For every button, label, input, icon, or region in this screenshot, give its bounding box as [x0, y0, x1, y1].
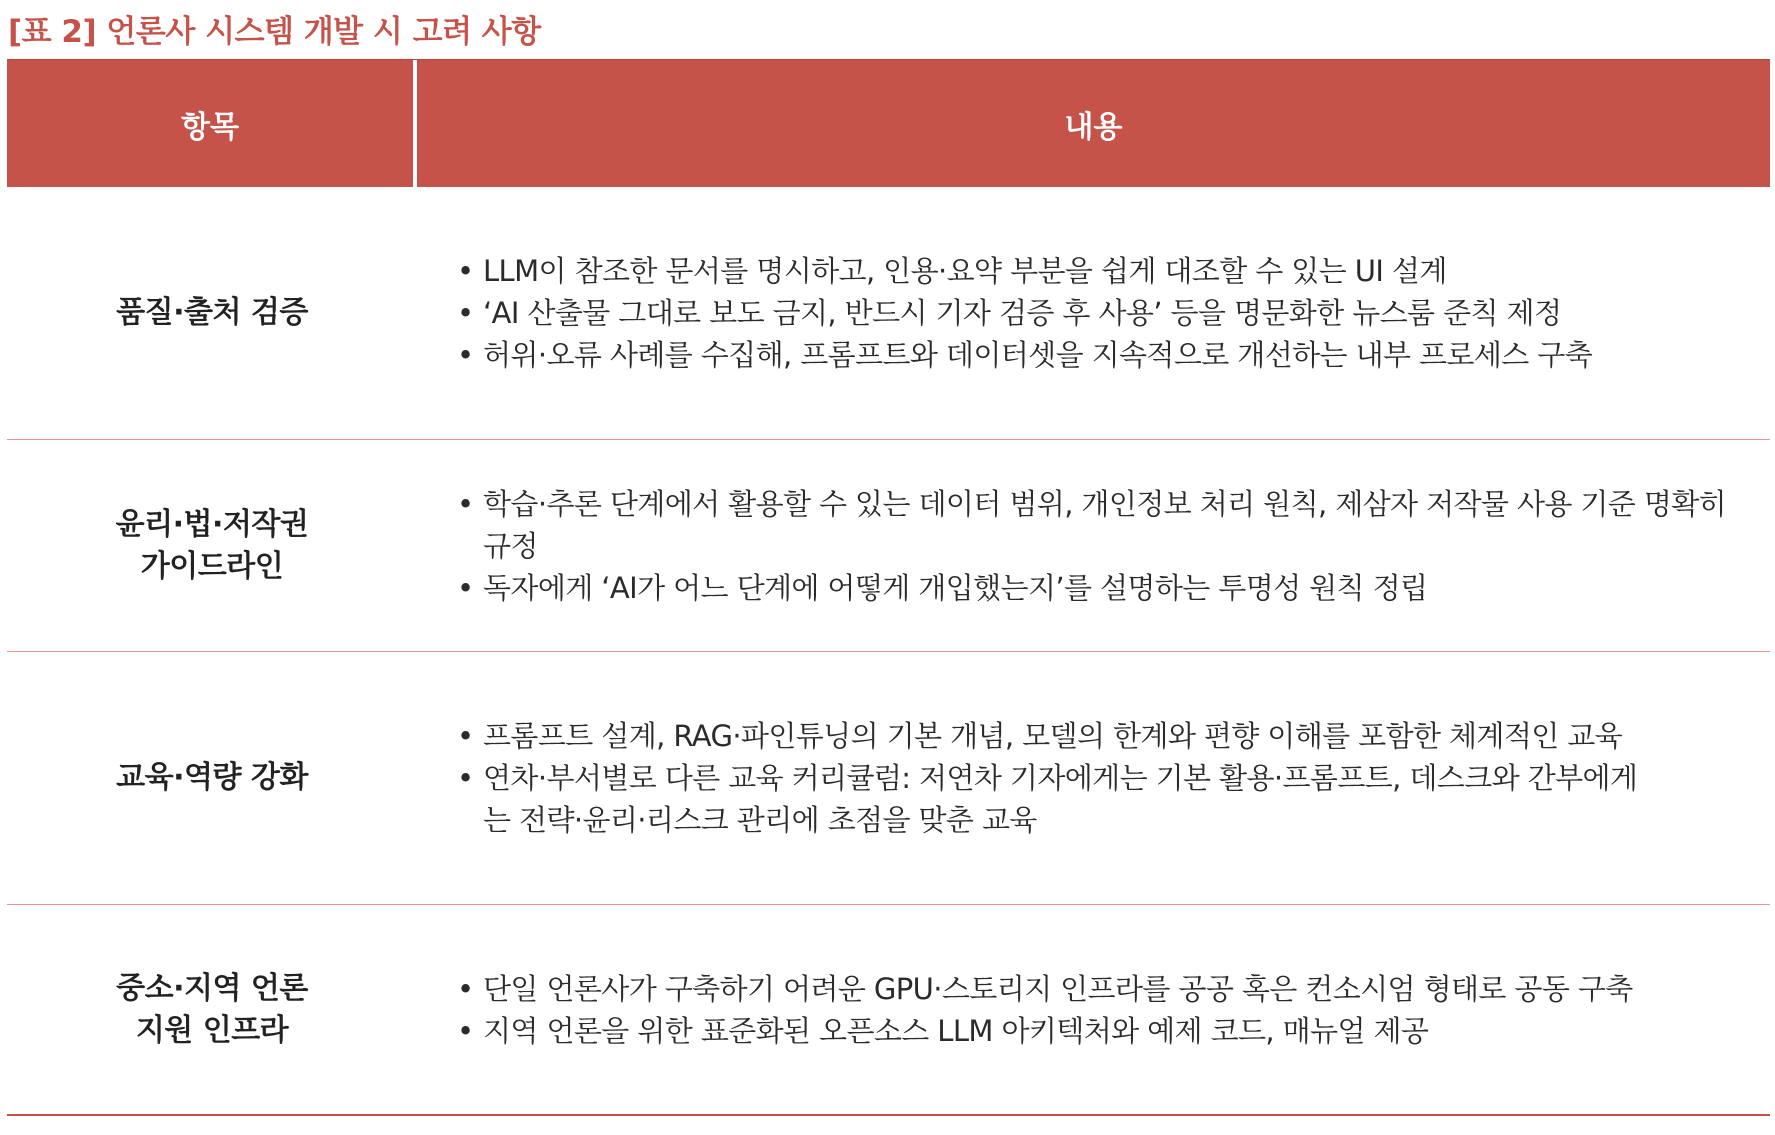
table-row: [7, 905, 1770, 1116]
bullet-item: [457, 715, 1770, 757]
row-content: [417, 440, 1770, 651]
bullet-dot: •: [457, 296, 474, 330]
bullet-item: [457, 757, 1770, 841]
bullet-item: [457, 483, 1770, 567]
row-item-line: 품질·출처 검증: [116, 295, 308, 330]
bullet-text: 독자에게 ‘AI가 어느 단계에 어떻게 개입했는지’를 설명하는 투명성 원칙 정립: [483, 570, 1428, 605]
bullet-dot: •: [457, 761, 474, 795]
bullet-item: [457, 250, 1770, 292]
bullet-text: 학습·추론 단계에서 활용할 수 있는 데이터 범위, 개인정보 처리 원칙, 제삼자 저작물 사용 기준 명확히 규정: [483, 486, 1727, 563]
bullet-dot: •: [457, 486, 474, 521]
row-item-line: 교육·역량 강화: [116, 760, 308, 795]
row-item-line: 윤리·법·저작권: [115, 506, 309, 542]
bullet-item: [457, 334, 1770, 376]
bullet-text: 허위·오류 사례를 수집해, 프롬프트와 데이터셋을 지속적으로 개선하는 내부 프로세스 구축: [483, 338, 1593, 372]
bullet-text: ‘AI 산출물 그대로 보도 금지, 반드시 기자 검증 후 사용’ 등을 명문화한 뉴스룸 준칙 제정: [483, 296, 1562, 330]
table-row: [7, 652, 1770, 905]
row-item: [7, 905, 417, 1114]
table-caption: [표 2] 언론사 시스템 개발 시 고려 사항: [8, 14, 541, 50]
row-item: [7, 187, 417, 439]
row-content: [417, 187, 1770, 439]
row-item-line: 가이드라인: [140, 548, 284, 584]
row-item-line: 중소·지역 언론: [116, 970, 308, 1006]
bullet-dot: •: [457, 338, 474, 372]
header-content: 내용: [1064, 109, 1123, 145]
bullet-text: 단일 언론사가 구축하기 어려운 GPU·스토리지 인프라를 공공 혹은 컨소시엄 형태로 공동 구축: [483, 971, 1633, 1006]
table-row: [7, 187, 1770, 440]
bullet-item: [457, 567, 1770, 609]
bullet-dot: •: [457, 570, 474, 605]
row-item-line: 지원 인프라: [135, 1012, 289, 1048]
bullet-dot: •: [457, 719, 474, 753]
bullet-dot: •: [457, 971, 474, 1006]
bullet-item: [457, 968, 1770, 1010]
bullet-text: LLM이 참조한 문서를 명시하고, 인용·요약 부분을 쉽게 대조할 수 있는 UI 설계: [483, 254, 1447, 288]
bullet-text: 연차·부서별로 다른 교육 커리큘럼: 저연차 기자에게는 기본 활용·프롬프트, 데스크와 간부에게는 전략·윤리·리스크 관리에 초점을 맞춘 교육: [483, 761, 1638, 837]
row-content: [417, 905, 1770, 1114]
table-row: [7, 440, 1770, 652]
bullet-text: 지역 언론을 위한 표준화된 오픈소스 LLM 아키텍처와 예제 코드, 매뉴얼 제공: [483, 1013, 1429, 1048]
row-item: [7, 440, 417, 651]
header-item: 항목: [7, 60, 417, 187]
bullet-item: [457, 292, 1770, 334]
row-content: [417, 652, 1770, 904]
bullet-dot: •: [457, 1013, 474, 1048]
row-item: [7, 652, 417, 904]
bullet-text: 프롬프트 설계, RAG·파인튜닝의 기본 개념, 모델의 한계와 편향 이해를 포함한 체계적인 교육: [483, 719, 1623, 753]
considerations-table: [7, 59, 1770, 1116]
bullet-item: [457, 1010, 1770, 1052]
table-header: [7, 59, 1770, 187]
bullet-dot: •: [457, 254, 474, 288]
